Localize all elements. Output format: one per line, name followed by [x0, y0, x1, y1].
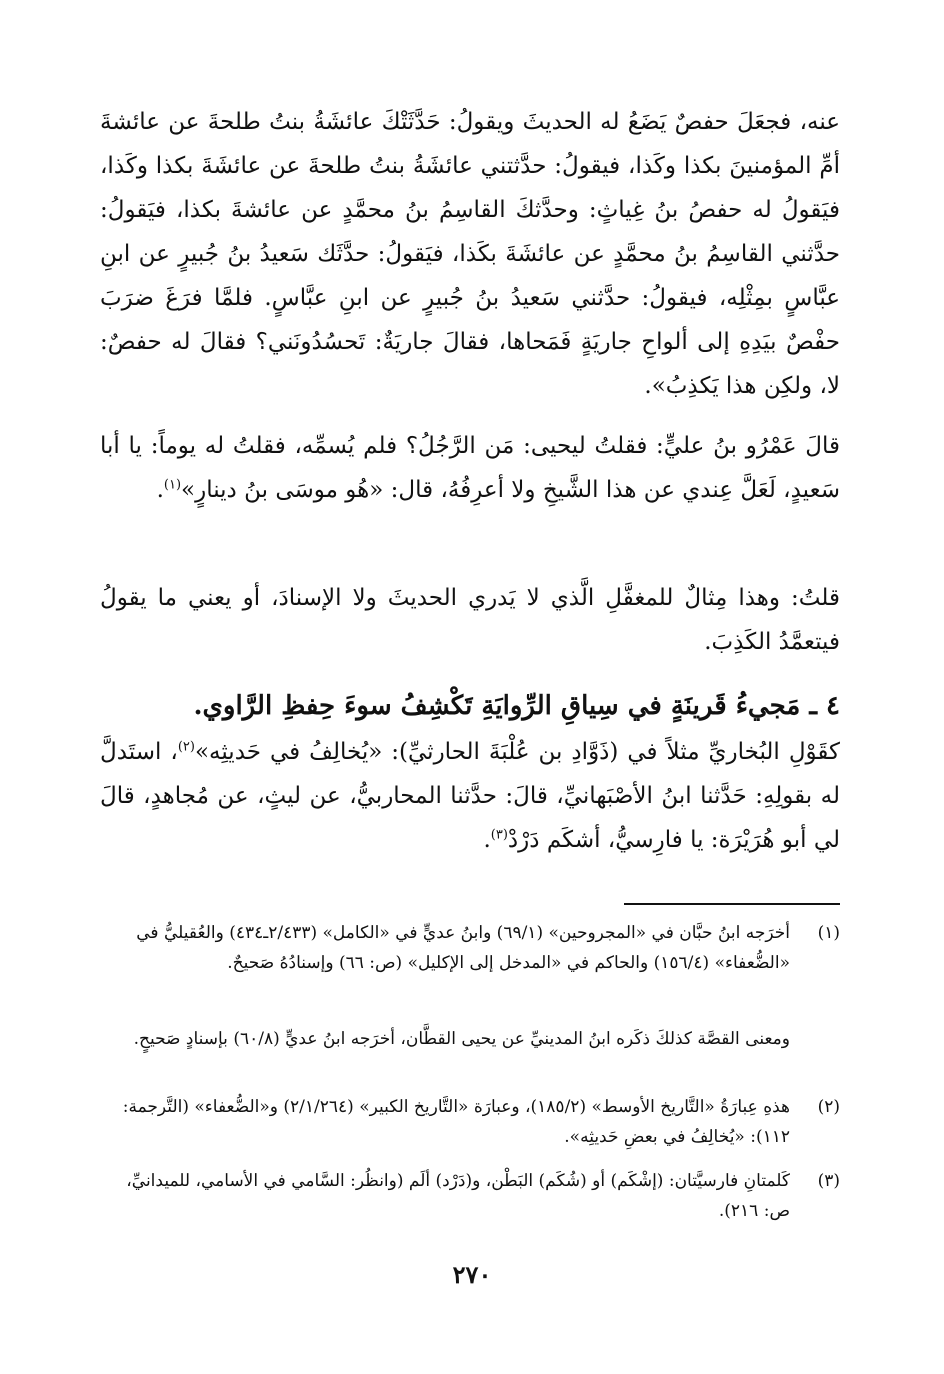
footnote-3	[100, 1166, 840, 1226]
footnote-number: (١)	[817, 923, 840, 943]
footnote-number: (٣)	[817, 1171, 840, 1191]
footnote-ref-2: (٢)	[177, 739, 195, 755]
section-heading: ٤ ـ مَجيءُ قَرينَةٍ في سِياقِ الرِّوايَةِ تَكْشِفُ سوءَ حِفظِ الرَّاوي.	[193, 691, 840, 721]
footnote-text: هذهِ عِبارَةُ «التَّاريخ الأوسط» (١٨٥/٢)، وعبارَة «التَّاريخ الكبير» (٢/١/٢٦٤) و«الضُّعفاء» (التَّرجمة: ١١٢): «يُخالِفُ في بعضِ حَديثِه».	[122, 1097, 790, 1147]
paragraph-4	[100, 730, 840, 862]
footnote-separator	[624, 903, 840, 905]
paragraph-2-end: .	[156, 477, 164, 503]
footnote-number: (٢)	[817, 1097, 840, 1117]
footnote-text: كَلمتانِ فارسيَّتان: (إشْكَم) أو (شُكَم) البَطْن، و(دَرْد) ألَم (وانظُر: السَّامي في الأسامي، للميدانيِّ، ص: ٢١٦).	[126, 1171, 790, 1221]
paragraph-2-text: قالَ عَمْرُو بنُ عليٍّ: فقلتُ ليحيى: مَن الرَّجُلُ؟ فلم يُسمِّه، فقلتُ له يوماً: يا أبا سَعيدٍ، لَعَلَّ عِندي عن هذا الشَّيخِ ولا أعرِفُهُ، قال: «هُو موسَى بنُ دينارٍ»	[100, 433, 840, 503]
paragraph-1: عنه، فجعَلَ حفصٌ يَضَعُ له الحديثَ ويقولُ: حَدَّثَتْكَ عائشَةُ بنتُ طلحةَ عن عائشةَ أمِّ المؤمنينَ بكذا وكَذا، فيقولُ: حدَّثتني عائشَةُ بنتُ طلحةَ عن عائشَةَ بكذا وكَذا، فيَقولُ له حفصُ بنُ غِياثٍ: وحدَّثكَ القاسِمُ بنُ محمَّدٍ عن عائشةَ بكذا، فيَقولُ: حدَّثني القاسِمُ بنُ محمَّدٍ عن عائشَةَ بكَذا، فيَقولُ: حدَّثَك سَعيدُ بنُ جُبيرٍ عن ابنِ عبَّاسٍ بمِثْلِه، فيقولُ: حدَّثني سَعيدُ بنُ جُبيرٍ عن ابنِ عبَّاسٍ. فلمَّا فرَغَ ضرَبَ حفْصٌ بيَدِهِ إلى ألواحِ جاريَةٍ فَمَحاها، فقالَ جاريَةٌ: تَحسُدُونَني؟ فقالَ له حفصٌ: لا، ولكِن هذا يَكذِبُ».	[100, 109, 840, 399]
paragraph-4-text-b: ، استَدلَّ له بقولِهِ: حَدَّثنا ابنُ الأصْبَهانيِّ، قالَ: حدَّثنا المحاربيُّ، عن ليثٍ، عن مُجاهدٍ، قالَ لي أبو هُرَيْرَة: يا فارِسيُّ، أشكَم دَرْدْ	[100, 739, 840, 853]
footnote-ref-1: (١)	[163, 477, 182, 493]
paragraph-3: قلتُ: وهذا مِثالٌ للمغفَّلِ الَّذي لا يَدري الحديثَ ولا الإسنادَ، أو يعني ما يقولُ فيتعمَّدُ الكَذِبَ.	[100, 585, 840, 655]
footnote-text: أخرَجه ابنُ حبَّان في «المجروحين» (٦٩/١) وابنُ عديٍّ في «الكامل» (٢/٤٣٣ـ٤٣٤) والعُقيليُّ في «الضُّعفاء» (١٥٦/٤) والحاكم في «المدخل إلى الإكليل» (ص: ٦٦) وإسنادُهُ صَحيحٌ.	[136, 923, 790, 973]
page-number: ٢٧٠	[452, 1260, 492, 1289]
paragraph-2	[100, 424, 840, 512]
paragraph-4-end: .	[483, 827, 491, 853]
footnote-text: ومعنى القصَّة كذلكَ ذكَره ابنُ المدينيِّ عن يحيى القطَّان، أخرَجه ابنُ عديٍّ (٦٠/٨) بإسنادٍ صَحيحٍ.	[133, 1029, 790, 1049]
footnote-ref-3: (٣)	[490, 827, 508, 843]
footnote-1	[100, 918, 840, 978]
paragraph-4-text-a: كقَوْلِ البُخاريِّ مثلاً في (ذَوَّادِ بن عُلْبَةَ الحارثيِّ): «يُخالِفُ في حَديثِه»	[194, 739, 840, 765]
footnote-2	[100, 1092, 840, 1152]
footnote-1-continued	[100, 1024, 840, 1054]
